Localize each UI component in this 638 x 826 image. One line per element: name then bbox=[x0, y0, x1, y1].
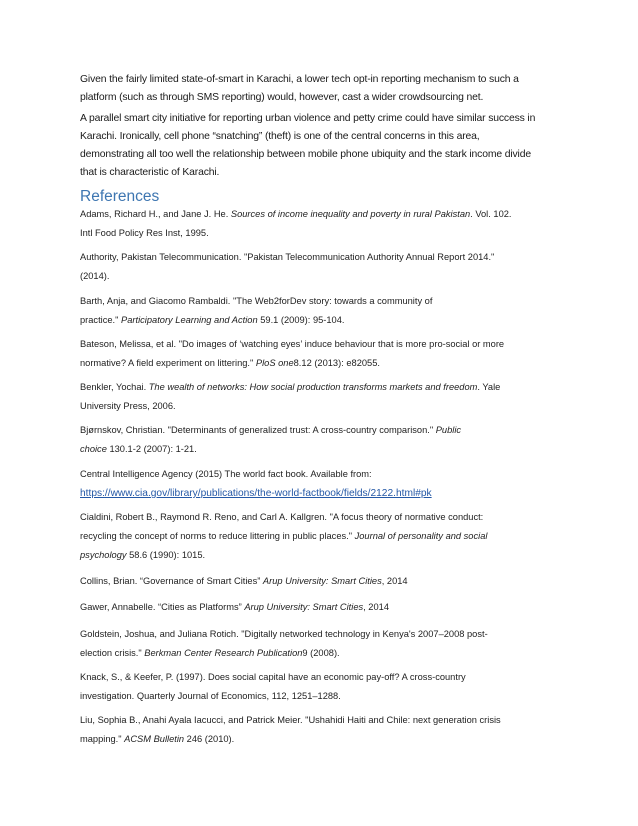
text-line: that is characteristic of Karachi. bbox=[80, 167, 220, 178]
ref-text: Goldstein, Joshua, and Juliana Rotich. "Digitally networked technology in Kenya's 2007–2008 post- bbox=[80, 629, 488, 639]
ref-text: Liu, Sophia B., Anahi Ayala Iacucci, and Patrick Meier. "Ushahidi Haiti and Chile: next generation crisis bbox=[80, 715, 501, 725]
ref-text: University Press, 2006. bbox=[80, 401, 176, 411]
reference-benkler bbox=[80, 378, 565, 416]
text-line: demonstrating all too well the relationship between mobile phone ubiquity and the stark income divide bbox=[80, 149, 531, 160]
cia-factbook-link[interactable]: https://www.cia.gov/library/publications/the-world-factbook/fields/2122.html#pk bbox=[80, 488, 432, 499]
reference-liu bbox=[80, 711, 565, 749]
ref-text: 58.6 (1990): 1015. bbox=[126, 550, 206, 560]
ref-text: , 2014 bbox=[381, 576, 408, 586]
ref-journal: ACSM Bulletin bbox=[124, 734, 185, 744]
reference-adams bbox=[80, 205, 565, 243]
ref-text: Central Intelligence Agency (2015) The world fact book. Available from: bbox=[80, 469, 372, 479]
ref-text: . Vol. 102. bbox=[470, 209, 512, 219]
ref-journal: Arup University: Smart Cities bbox=[262, 576, 382, 586]
paragraph-smart-city-initiative bbox=[80, 110, 565, 182]
ref-text: Authority, Pakistan Telecommunication. "Pakistan Telecommunication Authority Annual Report 2014." bbox=[80, 252, 495, 262]
ref-text: election crisis." bbox=[80, 648, 145, 658]
reference-knack bbox=[80, 668, 565, 706]
reference-gawer bbox=[80, 598, 565, 617]
ref-text: Gawer, Annabelle. “Cities as Platforms” bbox=[80, 602, 245, 612]
ref-text: Intl Food Policy Res Inst, 1995. bbox=[80, 228, 209, 238]
ref-text: 8.12 (2013): e82055. bbox=[293, 358, 380, 368]
ref-text: 9 (2008). bbox=[302, 648, 340, 658]
text-line: platform (such as through SMS reporting) would, however, cast a wider crowdsourcing net. bbox=[80, 92, 484, 103]
text-line: Karachi. Ironically, cell phone “snatching” (theft) is one of the central concerns in this area, bbox=[80, 131, 480, 142]
ref-text: Bateson, Melissa, et al. "Do images of ‘watching eyes’ induce behaviour that is more pro-social or more bbox=[80, 339, 505, 349]
ref-journal: PloS one bbox=[255, 358, 294, 368]
reference-bjornskov bbox=[80, 421, 565, 459]
ref-title: Sources of income inequality and poverty in rural Pakistan bbox=[230, 209, 471, 219]
ref-journal: psychology bbox=[80, 550, 127, 560]
text-line: Given the fairly limited state-of-smart in Karachi, a lower tech opt-in reporting mechanism to such a bbox=[80, 74, 519, 85]
ref-text: 130.1-2 (2007): 1-21. bbox=[106, 444, 197, 454]
ref-title: The wealth of networks: How social production transforms markets and freedom bbox=[148, 382, 478, 392]
reference-bateson bbox=[80, 335, 565, 373]
reference-cialdini bbox=[80, 508, 565, 565]
ref-text: mapping." bbox=[80, 734, 125, 744]
ref-text: Collins, Brian. “Governance of Smart Cities” bbox=[80, 576, 263, 586]
ref-text: normative? A field experiment on littering." bbox=[80, 358, 256, 368]
reference-barth bbox=[80, 292, 565, 330]
ref-text: Benkler, Yochai. bbox=[80, 382, 149, 392]
paragraph-sms-reporting bbox=[80, 71, 565, 107]
ref-text: . Yale bbox=[477, 382, 501, 392]
text-line: A parallel smart city initiative for reporting urban violence and petty crime could have similar success in bbox=[80, 113, 536, 124]
ref-text: 59.1 (2009): 95-104. bbox=[257, 315, 345, 325]
ref-text: 246 (2010). bbox=[184, 734, 235, 744]
references-heading: References bbox=[80, 188, 160, 205]
ref-text: practice." bbox=[80, 315, 122, 325]
ref-text: investigation. Quarterly Journal of Economics, 112, 1251–1288. bbox=[80, 691, 341, 701]
ref-journal: choice bbox=[80, 444, 107, 454]
ref-text: Knack, S., & Keefer, P. (1997). Does social capital have an economic pay-off? A cross-country bbox=[80, 672, 466, 682]
ref-text: Cialdini, Robert B., Raymond R. Reno, and Carl A. Kallgren. "A focus theory of normative conduct: bbox=[80, 512, 484, 522]
ref-text: (2014). bbox=[80, 271, 110, 281]
ref-text: Bjørnskov, Christian. "Determinants of generalized trust: A cross-country comparison." bbox=[80, 425, 436, 435]
ref-journal: Public bbox=[435, 425, 462, 435]
ref-journal: Participatory Learning and Action bbox=[121, 315, 258, 325]
ref-text: , 2014 bbox=[363, 602, 389, 612]
reference-goldstein bbox=[80, 625, 565, 663]
ref-text: recycling the concept of norms to reduce littering in public places." bbox=[80, 531, 355, 541]
ref-journal: Journal of personality and social bbox=[354, 531, 488, 541]
reference-collins bbox=[80, 572, 565, 591]
ref-journal: Berkman Center Research Publication bbox=[144, 648, 303, 658]
reference-pta bbox=[80, 248, 565, 286]
reference-cia bbox=[80, 465, 565, 503]
ref-journal: Arup University: Smart Cities bbox=[244, 602, 364, 612]
ref-text: Barth, Anja, and Giacomo Rambaldi. "The Web2forDev story: towards a community of bbox=[80, 296, 433, 306]
ref-text: Adams, Richard H., and Jane J. He. bbox=[80, 209, 231, 219]
